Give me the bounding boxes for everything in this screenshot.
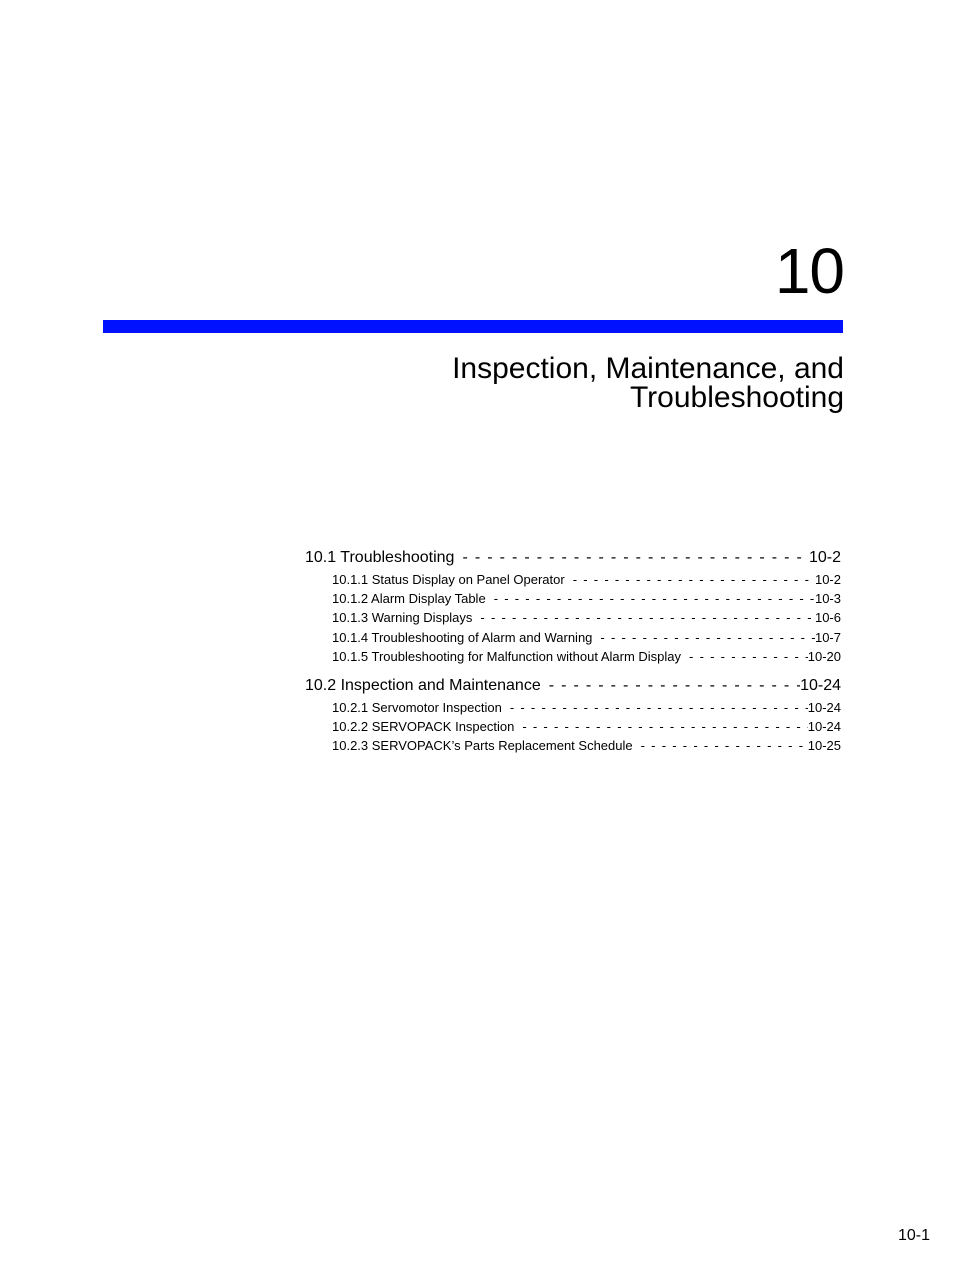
toc-section-troubleshooting	[305, 546, 841, 666]
toc-subentry-label: 10.1.4 Troubleshooting of Alarm and Warning	[332, 629, 593, 645]
toc-subentry[interactable]	[305, 736, 841, 755]
toc-subentry[interactable]	[305, 717, 841, 736]
toc-entry[interactable]	[305, 674, 841, 698]
toc-subentry-label: 10.2.3 SERVOPACK’s Parts Replacement Schedule	[332, 738, 633, 754]
toc-leader-dots	[514, 717, 807, 736]
toc-subentry[interactable]	[305, 589, 841, 608]
chapter-number: 10	[774, 235, 844, 307]
toc-subentry[interactable]	[305, 570, 841, 589]
page-number: 10-1	[897, 1227, 930, 1244]
toc-subentry-label: 10.1.3 Warning Displays	[332, 610, 473, 626]
toc-subentry[interactable]	[305, 628, 841, 647]
toc-subentry-label: 10.2.2 SERVOPACK Inspection	[332, 719, 515, 735]
toc-subentry-page: 10-24	[807, 719, 841, 735]
chapter-title-line-1: Inspection, Maintenance, and	[452, 352, 844, 385]
toc-entry-label: 10.1 Troubleshooting	[305, 549, 455, 566]
toc-subentry-page: 10-3	[814, 591, 841, 607]
toc-subentry-label: 10.1.1 Status Display on Panel Operator	[332, 572, 565, 587]
toc-subentry-page: 10-24	[807, 700, 841, 716]
toc-leader-dots	[502, 698, 808, 717]
toc-subentry-label: 10.2.1 Servomotor Inspection	[332, 700, 502, 716]
toc-leader-dots	[472, 608, 815, 627]
toc-leader-dots	[681, 647, 808, 666]
toc-subentry-page: 10-25	[807, 738, 841, 754]
toc-entry-page: 10-24	[800, 677, 841, 695]
toc-leader-dots	[565, 570, 815, 589]
toc-subentry-page: 10-6	[814, 610, 841, 626]
toc-subentry[interactable]	[305, 647, 841, 666]
chapter-title-line-2: Troubleshooting	[629, 381, 844, 414]
toc-entry-page: 10-2	[808, 549, 841, 566]
toc-subentry-label: 10.1.5 Troubleshooting for Malfunction without Alarm Display	[332, 648, 682, 664]
table-of-contents	[305, 546, 841, 764]
toc-leader-dots	[541, 674, 800, 698]
toc-section-inspection-maintenance	[305, 674, 841, 756]
chapter-divider-bar	[103, 320, 843, 333]
toc-subentry-page: 10-20	[807, 648, 841, 664]
toc-subentry[interactable]	[305, 608, 841, 627]
toc-subentry-label: 10.1.2 Alarm Display Table	[332, 591, 486, 607]
toc-subentry-page: 10-7	[814, 629, 841, 645]
toc-leader-dots	[454, 546, 809, 570]
toc-leader-dots	[486, 589, 815, 608]
toc-entry[interactable]	[305, 546, 841, 570]
toc-subentry-page: 10-2	[814, 572, 841, 587]
toc-leader-dots	[633, 736, 808, 755]
toc-entry-label: 10.2 Inspection and Maintenance	[305, 677, 541, 695]
toc-leader-dots	[592, 628, 815, 647]
toc-subentry[interactable]	[305, 698, 841, 717]
chapter-title	[244, 354, 844, 412]
